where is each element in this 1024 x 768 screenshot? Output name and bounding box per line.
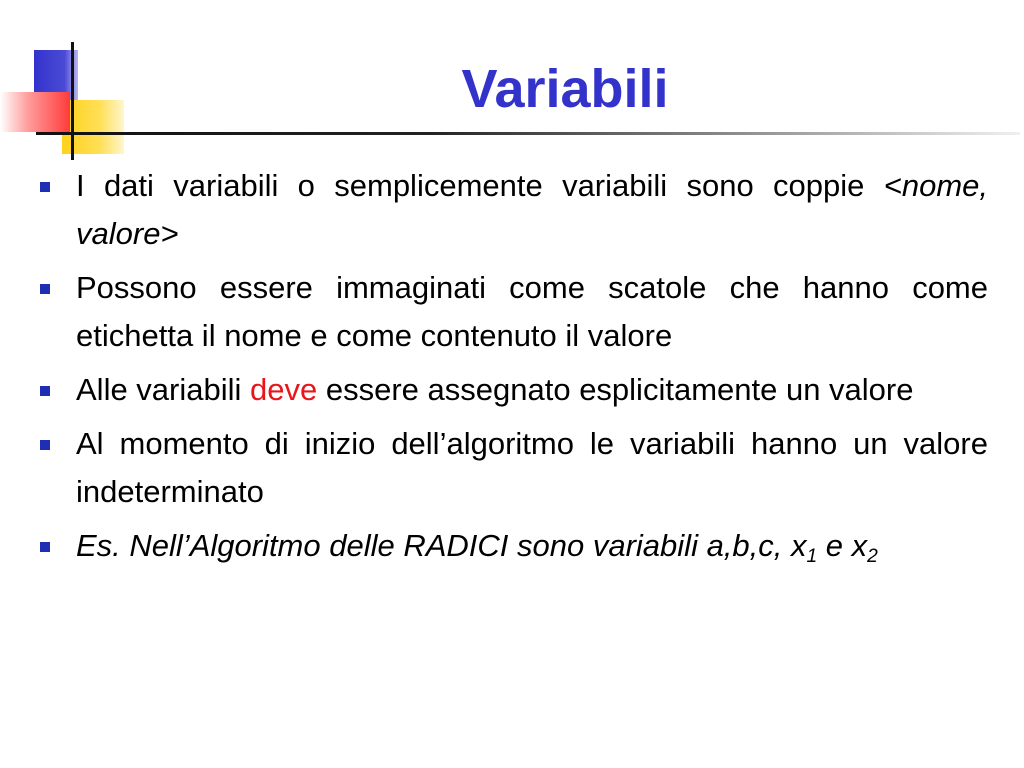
- title-underline: [36, 132, 1020, 135]
- example-text: Es. Nell’Algoritmo delle RADICI sono variabili a,b,c,: [76, 528, 791, 563]
- bullet-text: Possono essere immaginati come scatole che hanno come etichetta il nome e come contenuto il valore: [76, 270, 988, 353]
- variable-x1: [791, 528, 818, 567]
- slide-title: Variabili: [461, 59, 669, 119]
- bullet-text: I dati variabili o semplicemente variabili sono coppie: [76, 168, 884, 203]
- bullet-item-example: [38, 522, 988, 570]
- square-bullet-icon: [40, 440, 50, 450]
- variable-x2: [851, 528, 878, 567]
- square-bullet-icon: [40, 386, 50, 396]
- square-bullet-icon: [40, 182, 50, 192]
- bullet-text-after: essere assegnato esplicitamente un valore: [317, 372, 914, 407]
- bullet-text: Al momento di inizio dell’algoritmo le variabili hanno un valore indeterminato: [76, 426, 988, 509]
- square-bullet-icon: [40, 284, 50, 294]
- bullet-item: [38, 420, 988, 516]
- variable-subscript: 2: [867, 545, 878, 567]
- variable-name: x: [851, 528, 868, 563]
- bullet-italic-text: <nome, valore>: [76, 168, 988, 251]
- square-bullet-icon: [40, 542, 50, 552]
- bullet-item: [38, 264, 988, 360]
- bullet-item: [38, 162, 988, 258]
- variable-name: x: [791, 528, 807, 563]
- conjunction-text: e: [817, 528, 852, 563]
- bullet-list: [38, 162, 988, 576]
- bullet-item: [38, 366, 988, 414]
- variable-subscript: 1: [806, 545, 818, 567]
- highlighted-word: deve: [250, 372, 318, 407]
- bullet-text-before: Alle variabili: [76, 372, 251, 407]
